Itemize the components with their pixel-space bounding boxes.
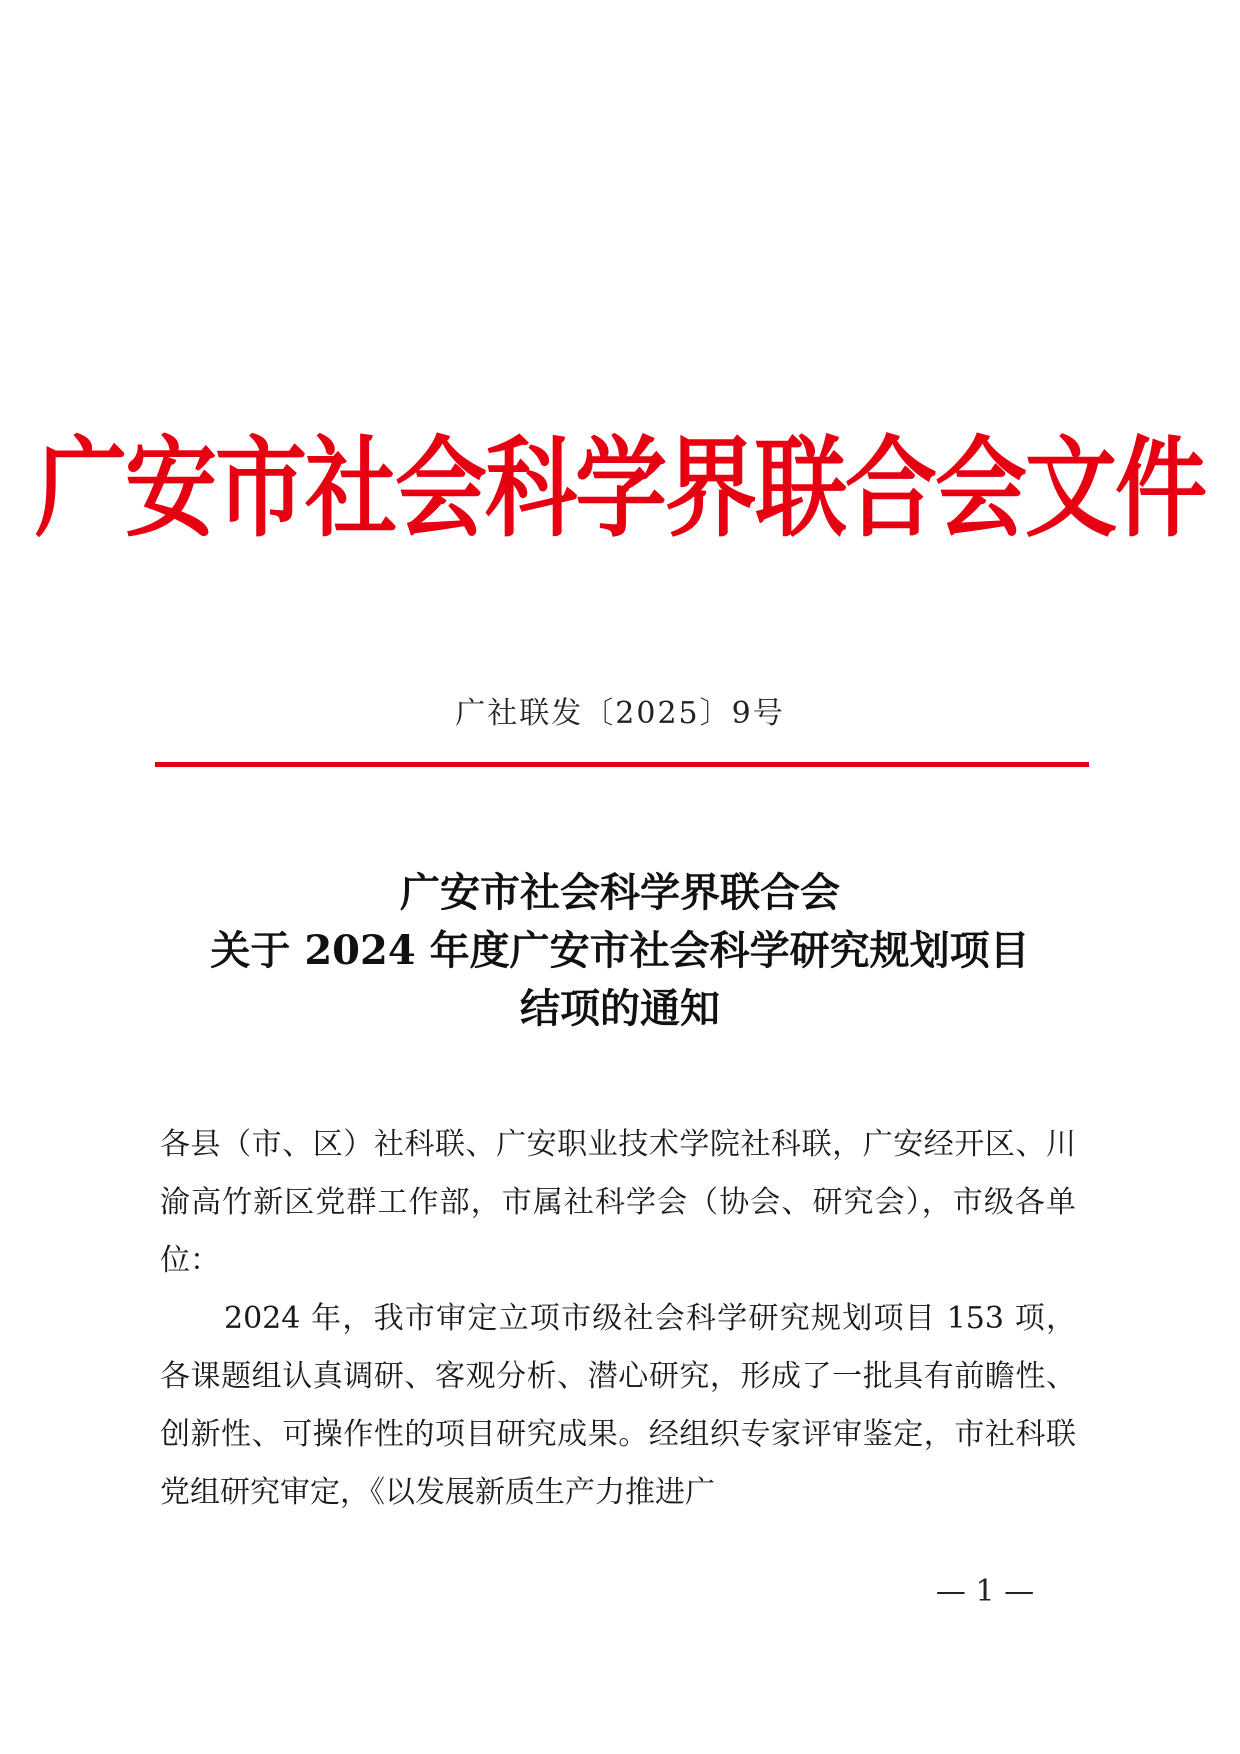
document-body [160, 1116, 1076, 1522]
document-title [140, 864, 1100, 1038]
issuer-masthead: 广安市社会科学界联合会文件 [34, 424, 1205, 552]
document-number: 广社联发〔2025〕9号 [455, 696, 785, 731]
title-line-2: 关于 2024 年度广安市社会科学研究规划项目 [210, 927, 1030, 974]
red-divider-line [155, 762, 1089, 767]
salutation: 各县（市、区）社科联、广安职业技术学院社科联，广安经开区、川渝高竹新区党群工作部，市属社科学会（协会、研究会），市级各单位： [160, 1127, 1076, 1278]
title-line-3: 结项的通知 [520, 985, 720, 1032]
page-number: — 1 — [935, 1574, 1035, 1609]
title-line-1: 广安市社会科学界联合会 [400, 869, 840, 916]
body-paragraph: 2024 年，我市审定立项市级社会科学研究规划项目 153 项，各课题组认真调研、客观分析、潜心研究，形成了一批具有前瞻性、创新性、可操作性的项目研究成果。经组织专家评审鉴定，市社科联党组研究审定，《以发展新质生产力推进广 [160, 1301, 1076, 1510]
